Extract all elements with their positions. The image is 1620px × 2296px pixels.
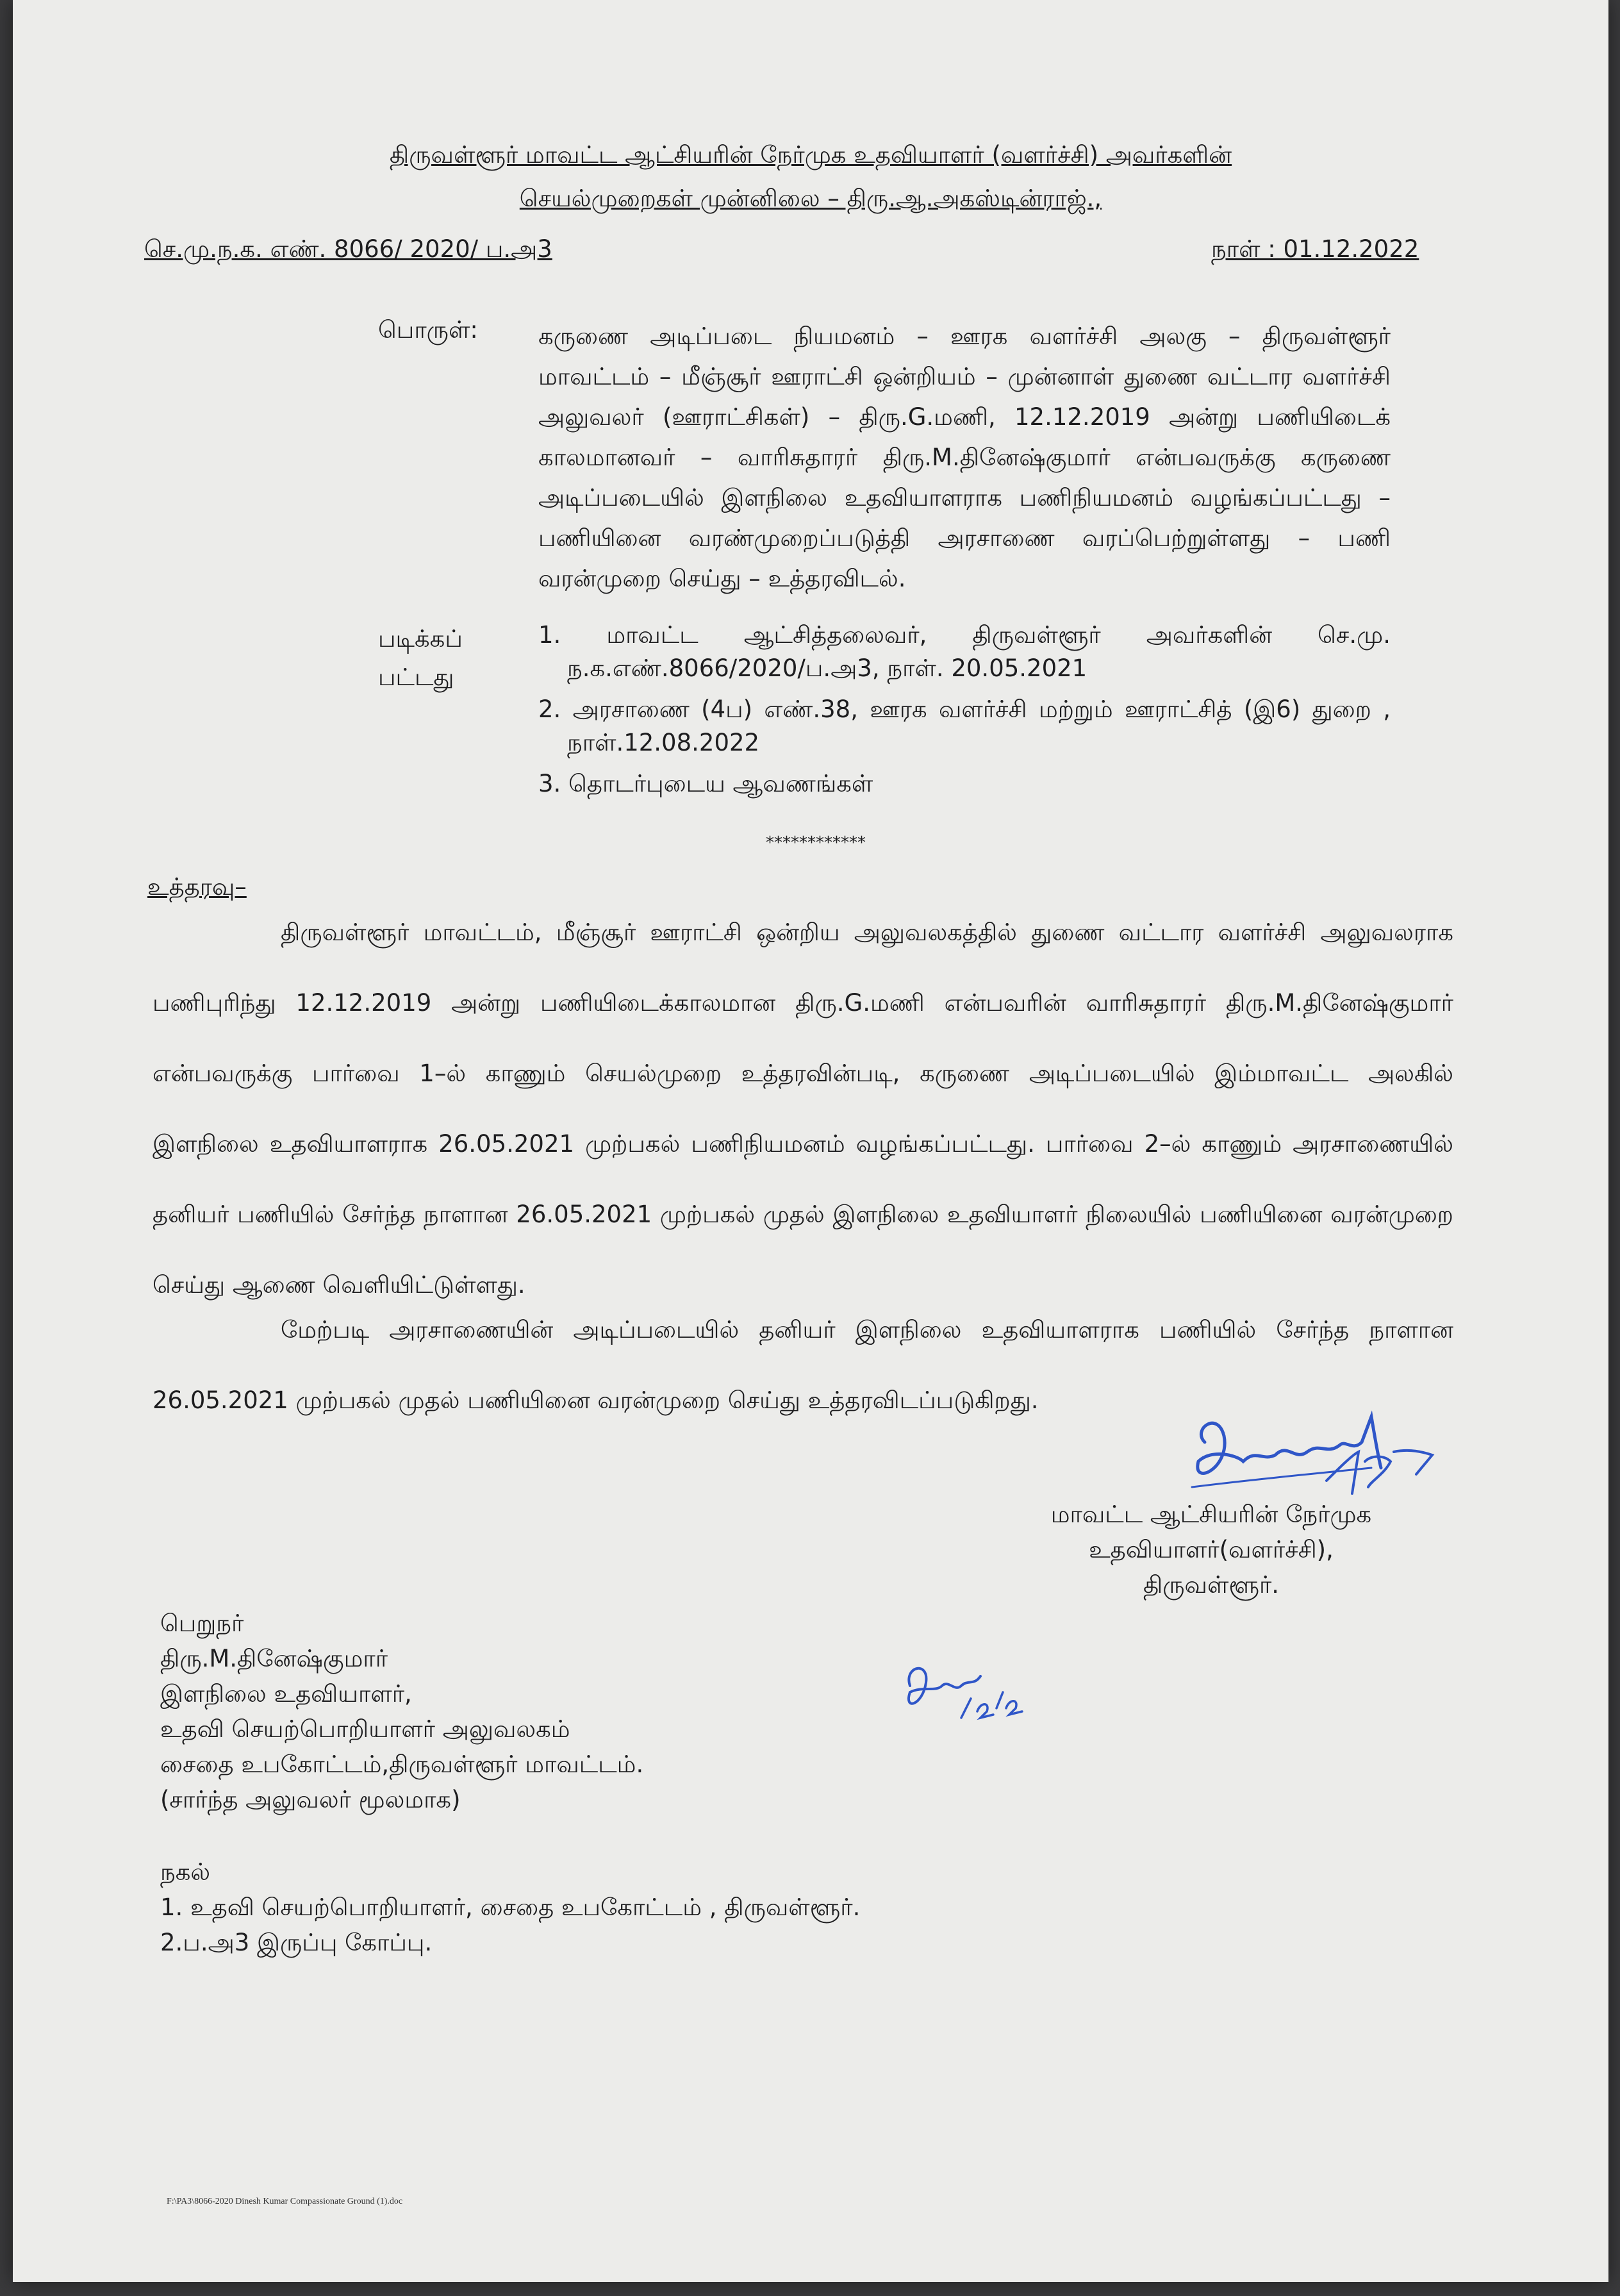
copy-to-block <box>160 1854 860 1960</box>
references-label-1: படிக்கப் <box>378 625 463 653</box>
recipient-line: பெறுநர் <box>160 1610 244 1637</box>
reference-item: 1. மாவட்ட ஆட்சித்தலைவர், திருவள்ளூர் அவர்களின் செ.மு. ந.க.எண்.8066/2020/ப.அ3, நாள். 20.05.2021 <box>538 621 1391 682</box>
signatory-line: உதவியாளர்(வளர்ச்சி), <box>1089 1536 1334 1563</box>
separator: ************ <box>766 833 866 853</box>
recipient-line: (சார்ந்த அலுவலர் மூலமாக) <box>160 1786 461 1813</box>
footer-file-path: F:\PA3\8066-2020 Dinesh Kumar Compassionate Ground (1).doc <box>167 2197 403 2206</box>
recipient-line: இளநிலை உதவியாளர், <box>160 1680 412 1708</box>
document-page <box>13 0 1608 2282</box>
subject-text: கருணை அடிப்படை நியமனம் – ஊரக வளர்ச்சி அலகு – திருவள்ளூர் மாவட்டம் – மீஞ்சூர் ஊராட்சி ஒன்றியம் – முன்னாள் துணை வட்டார வளர்ச்சி அலுவலர் (ஊராட்சிகள்) – திரு.G.மணி, 12.12.2019 அன்று பணியிடைக் காலமானவர் – வாரிசுதாரர் திரு.M.தினேஷ்குமார் என்பவருக்கு கருணை அடிப்படையில் இளநிலை உதவியாளராக பணிநியமனம் வழங்கப்பட்டது – பணியினை வரண்முறைப்படுத்தி அரசாணை வரப்பெற்றுள்ளது – பணி வரன்முறை செய்து – உத்தரவிடல். <box>538 322 1391 592</box>
order-paragraph-1: திருவள்ளூர் மாவட்டம், மீஞ்சூர் ஊராட்சி ஒன்றிய அலுவலகத்தில் துணை வட்டார வளர்ச்சி அலுவலராக பணிபுரிந்து 12.12.2019 அன்று பணியிடைக்காலமான திரு.G.மணி என்பவரின் வாரிசுதாரர் திரு.M.தினேஷ்குமார் என்பவருக்கு பார்வை 1–ல் காணும் செயல்முறை உத்தரவின்படி, கருணை அடிப்படையில் இம்மாவட்ட அலகில் இளநிலை உதவியாளராக 26.05.2021 முற்பகல் பணிநியமனம் வழங்கப்பட்டது. பார்வை 2–ல் காணும் அரசாணையில் தனியர் பணியில் சேர்ந்த நாளான 26.05.2021 முற்பகல் முதல் இளநிலை உதவியாளர் நிலையில் பணியினை வரன்முறை செய்து ஆணை வெளியிட்டுள்ளது. <box>153 919 1454 1299</box>
title-line-2: செயல்முறைகள் முன்னிலை – திரு.ஆ.அகஸ்டின்ராஜ்., <box>519 185 1102 212</box>
signatory-line: மாவட்ட ஆட்சியரின் நேர்முக <box>1050 1501 1372 1528</box>
references-label-2: பட்டது <box>378 663 454 691</box>
reference-item: 3. தொடர்புடைய ஆவணங்கள் <box>538 770 873 797</box>
recipient-block <box>160 1606 643 1817</box>
document-date: நாள் : 01.12.2022 <box>1211 235 1419 263</box>
initials <box>891 1647 1057 1743</box>
recipient-line: சைதை உபகோட்டம்,திருவள்ளூர் மாவட்டம். <box>160 1751 644 1778</box>
order-paragraph-2: மேற்படி அரசாணையின் அடிப்படையில் தனியர் இளநிலை உதவியாளராக பணியில் சேர்ந்த நாளான 26.05.2021 முற்பகல் முதல் பணியினை வரன்முறை செய்து உத்தரவிடப்படுகிறது. <box>153 1316 1453 1414</box>
title-line-1: திருவள்ளூர் மாவட்ட ஆட்சியரின் நேர்முக உதவியாளர் (வளர்ச்சி) அவர்களின் <box>389 141 1232 169</box>
recipient-line: உதவி செயற்பொறியாளர் அலுவலகம் <box>160 1715 570 1743</box>
copy-to-line: 2.ப.அ3 இருப்பு கோப்பு. <box>160 1929 433 1956</box>
reference-number: செ.மு.ந.க. எண். 8066/ 2020/ ப.அ3 <box>144 235 552 263</box>
order-heading: உத்தரவு– <box>147 873 247 901</box>
references-list <box>538 619 1391 808</box>
subject-label: பொருள்: <box>378 316 478 344</box>
signatory-line: திருவள்ளூர். <box>1143 1571 1280 1599</box>
copy-to-line: 1. உதவி செயற்பொறியாளர், சைதை உபகோட்டம் , திருவள்ளூர். <box>160 1893 861 1921</box>
copy-to-line: நகல் <box>160 1858 211 1886</box>
recipient-line: திரு.M.தினேஷ்குமார் <box>160 1645 388 1672</box>
signatory-block <box>1012 1497 1410 1602</box>
reference-item: 2. அரசாணை (4ப) எண்.38, ஊரக வளர்ச்சி மற்றும் ஊராட்சித் (இ6) துறை , நாள்.12.08.2022 <box>538 695 1391 756</box>
